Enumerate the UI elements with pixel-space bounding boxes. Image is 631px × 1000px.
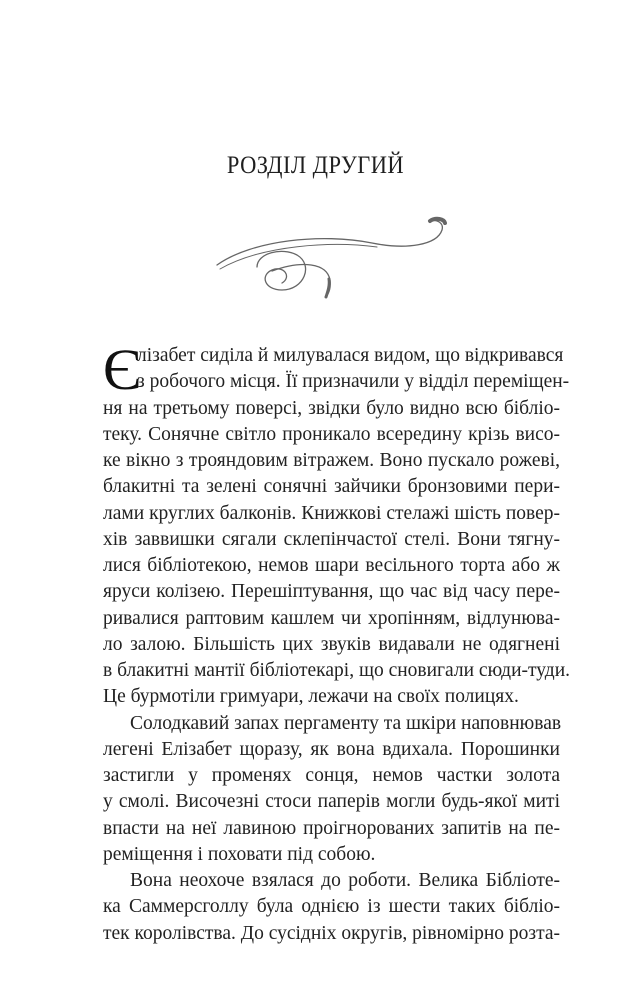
body-text [103, 337, 571, 947]
text-line: блакитні та зелені сонячні зайчики бронзовими пери- [103, 476, 560, 498]
text-line: Це бурмотіли гримуари, лежачи на своїх полицях. [103, 686, 519, 708]
drop-cap: Є [103, 337, 142, 402]
text-line: легені Елізабет щоразу, як вона вдихала. Порошинки [103, 738, 560, 760]
text-line: лися бібліотекою, немов шари весільного торта або ж [103, 555, 560, 576]
text-line: ка Саммерсголлу була однією із шести таких бібліо- [103, 896, 560, 918]
text-line: теку. Сонячне світло проникало всередину крізь висо- [103, 423, 560, 445]
text-line: ло залою. Більшість цих звуків видавали не одягнені [103, 633, 560, 655]
text-line: Солодкавий запах пергаменту та шкіри наповнював [130, 712, 562, 734]
text-line: ня на третьому поверсі, звідки було видно всю бібліо- [103, 397, 560, 419]
text-line: лізабет сиділа й милувалася видом, що відкривався [137, 345, 564, 366]
text-line: лами круглих балконів. Книжкові стелажі шість повер- [103, 502, 560, 524]
chapter-title: РОЗДІЛ ДРУГИЙ [226, 152, 405, 179]
text-line: тек королівства. До сусідніх округів, рівномірно розта- [103, 922, 561, 944]
text-line: яруси колізею. Перешіптування, що час від часу пере- [103, 581, 560, 603]
flourish-ornament-icon [212, 205, 452, 300]
text-line: Вона неохоче взялася до роботи. Велика Бібліоте- [130, 870, 560, 891]
text-line: застигли у променях сонця, немов частки золота [103, 765, 560, 786]
text-line: ривалися раптовим кашлем чи хропінням, відлунюва- [103, 607, 560, 629]
text-line: ке вікно з трояндовим вітражем. Воно пускало рожеві, [103, 450, 560, 471]
text-line: впасти на неї лавиною проігнорованих запитів на пе- [103, 817, 560, 839]
text-line: з робочого місця. Її призначили у відділ переміщен- [137, 371, 570, 393]
text-line: реміщення і поховати під собою. [103, 843, 376, 865]
text-line: у смолі. Височезні стоси паперів могли будь-якої миті [103, 791, 560, 813]
text-line: хів заввишки сягали склепінчастої стелі. Вони тягну- [103, 528, 560, 550]
text-line: в блакитні мантії бібліотекарі, що сновигали сюди-туди. [103, 660, 571, 681]
